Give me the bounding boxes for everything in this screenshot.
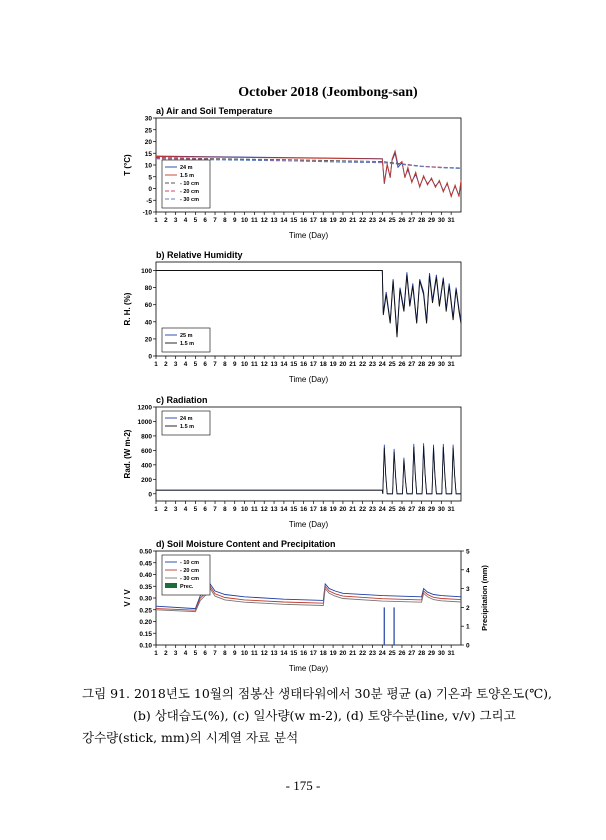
x-tick-label: 7 [213,217,217,224]
x-tick-label: 7 [213,650,217,657]
y-tick-label: 0 [148,186,152,193]
legend-label: - 10 cm [180,560,199,566]
x-tick-label: 30 [437,217,445,224]
caption-line-3: 강수량(stick, mm)의 시계열 자료 분석 [82,730,299,745]
legend-label: - 30 cm [180,197,199,203]
x-tick-label: 16 [300,506,308,513]
x-tick-label: 28 [418,217,426,224]
x-tick-label: 5 [193,650,198,657]
x-tick-label: 11 [251,650,258,657]
x-tick-label: 23 [368,361,376,368]
x-tick-label: 1 [154,650,158,657]
x-tick-label: 8 [223,506,227,513]
x-tick-label: 21 [349,361,357,368]
x-axis-label: Time (Day) [288,664,329,673]
x-tick-label: 29 [427,506,435,513]
y-tick-label: 0.20 [139,619,152,626]
x-tick-label: 13 [270,650,278,657]
x-tick-label: 3 [173,650,178,657]
x-tick-label: 17 [309,650,317,657]
legend-label: - 20 cm [180,568,199,574]
legend-label: 1.5 m [180,341,195,347]
x-tick-label: 14 [280,361,288,368]
x-tick-label: 9 [232,217,237,224]
y-tick-label: 40 [144,319,152,327]
y-tick-label: 1000 [137,418,152,426]
x-tick-label: 13 [270,361,278,368]
x-tick-label: 20 [339,650,347,657]
x-tick-label: 22 [359,217,367,224]
legend-label: - 20 cm [180,189,199,195]
x-tick-label: 25 [388,217,396,224]
y-tick-label: 0.45 [139,560,152,568]
x-tick-label: 17 [309,217,317,224]
y-tick-label: 0.50 [139,548,152,556]
x-axis-label: Time (Day) [288,375,329,384]
y-tick-label: 100 [141,268,152,276]
x-tick-label: 8 [223,361,227,368]
x-tick-label: 15 [290,217,298,224]
x-tick-label: 21 [349,217,357,224]
y2-tick-label: 1 [466,623,470,631]
x-tick-label: 15 [290,361,298,368]
x-tick-label: 28 [418,650,426,657]
x-tick-label: 31 [447,650,455,657]
x-tick-label: 8 [223,217,227,224]
x-tick-label: 1 [154,217,158,224]
legend-box [162,411,210,435]
x-tick-label: 12 [260,361,268,368]
x-tick-label: 9 [232,650,237,657]
x-tick-label: 4 [183,361,188,368]
x-tick-label: 14 [280,217,288,224]
x-tick-label: 21 [349,506,357,513]
x-tick-label: 8 [223,650,227,657]
x-tick-label: 10 [241,506,249,513]
legend-label: 1.5 m [180,424,195,430]
legend-label: 24 m [180,416,193,422]
x-tick-label: 10 [241,650,249,657]
x-tick-label: 3 [173,361,178,368]
chart-panel-4 [123,539,489,673]
x-axis-label: Time (Day) [288,231,329,240]
y-tick-label: 200 [141,476,152,484]
legend-swatch [165,583,177,588]
y-tick-label: -5 [146,197,152,205]
x-tick-label: 25 [388,650,396,657]
y-tick-label: 5 [148,174,152,182]
legend-label: Prec. [180,584,194,590]
y-tick-label: 1200 [137,404,152,412]
y-tick-label: 0 [148,491,152,499]
y-tick-label: 30 [144,115,152,123]
y2-axis-label: Precipitation (mm) [480,565,489,631]
chart-panel-1 [123,106,461,240]
x-tick-label: 26 [398,361,406,368]
x-tick-label: 29 [427,361,435,368]
x-tick-label: 16 [300,361,308,368]
x-tick-label: 19 [329,217,337,224]
x-tick-label: 5 [193,217,198,224]
x-tick-label: 5 [193,361,198,368]
x-tick-label: 13 [270,506,278,513]
x-tick-label: 22 [359,650,367,657]
x-tick-label: 4 [183,217,188,224]
x-tick-label: 11 [251,506,258,513]
x-tick-label: 13 [270,217,278,224]
y-tick-label: 600 [141,447,152,455]
legend-label: 25 m [180,333,193,339]
x-tick-label: 11 [251,361,258,368]
x-tick-label: 4 [183,650,188,657]
y-tick-label: 800 [141,433,152,441]
x-tick-label: 23 [368,650,376,657]
x-tick-label: 30 [437,361,445,368]
y-tick-label: 400 [141,462,152,470]
x-tick-label: 30 [437,506,445,513]
x-tick-label: 26 [398,506,406,513]
x-tick-label: 29 [427,217,435,224]
x-tick-label: 24 [378,217,386,224]
y2-tick-label: 5 [466,548,470,556]
y-tick-label: 0.30 [139,595,152,603]
legend-label: - 30 cm [180,576,199,582]
chart-title: a) Air and Soil Temperature [156,106,273,116]
x-tick-label: 19 [329,361,337,368]
x-tick-label: 14 [280,650,288,657]
legend-label: 1.5 m [180,173,195,179]
x-tick-label: 16 [300,650,308,657]
x-tick-label: 7 [213,506,217,513]
x-tick-label: 18 [319,217,327,224]
y-axis-label: V / V [123,589,132,607]
x-tick-label: 6 [203,650,207,657]
x-tick-label: 3 [173,217,178,224]
x-tick-label: 27 [408,506,416,513]
x-tick-label: 21 [349,650,357,657]
chart-title: b) Relative Humidity [156,250,243,260]
x-tick-label: 12 [260,217,268,224]
y-tick-label: 25 [144,127,152,135]
figure-title: October 2018 (Jeombong-san) [238,85,418,100]
y2-tick-label: 2 [466,604,470,612]
y-tick-label: 20 [144,336,152,344]
x-axis-label: Time (Day) [288,520,329,529]
y-tick-label: 20 [144,139,152,146]
y-axis-label: T (°C) [123,154,132,176]
series-line [156,271,461,335]
y-tick-label: 15 [144,150,152,158]
x-tick-label: 19 [329,650,337,657]
x-tick-label: 2 [164,361,168,368]
x-tick-label: 27 [408,217,416,224]
x-tick-label: 29 [427,650,435,657]
y-tick-label: 0.35 [139,583,152,591]
x-tick-label: 2 [164,217,168,224]
chart-title: c) Radiation [156,395,208,405]
x-tick-label: 27 [408,361,416,368]
chart-title: d) Soil Moisture Content and Precipitation [156,539,336,549]
x-tick-label: 3 [173,506,178,513]
y-tick-label: 0.15 [139,630,152,638]
x-tick-label: 15 [290,650,298,657]
x-tick-label: 7 [213,361,217,368]
figure-caption [82,683,553,749]
x-tick-label: 10 [241,217,249,224]
y-tick-label: 0.25 [139,607,152,615]
x-tick-label: 23 [368,506,376,513]
x-tick-label: 6 [203,506,207,513]
y2-tick-label: 4 [466,567,470,575]
x-tick-label: 18 [319,361,327,368]
legend-box [162,328,210,352]
x-tick-label: 22 [359,506,367,513]
caption-line-1: 그림 91. 2018년도 10월의 점봉산 생태타워에서 30분 평균 (a) 기온과 토양온도(℃), [82,686,553,701]
x-tick-label: 24 [378,506,386,513]
x-tick-label: 2 [164,650,168,657]
x-tick-label: 6 [203,361,207,368]
x-tick-label: 25 [388,361,396,368]
x-tick-label: 17 [309,361,317,368]
y2-tick-label: 0 [466,642,470,650]
x-tick-label: 31 [447,361,455,368]
caption-line-2: (b) 상대습도(%), (c) 일사량(w m-2), (d) 토양수분(line, v/v) 그리고 [133,708,516,723]
x-tick-label: 9 [232,361,237,368]
x-tick-label: 9 [232,506,237,513]
x-tick-label: 15 [290,506,298,513]
x-tick-label: 5 [193,506,198,513]
x-tick-label: 12 [260,506,268,513]
x-tick-label: 23 [368,217,376,224]
y-tick-label: 0 [148,353,152,361]
page-number: - 175 - [285,778,321,793]
y-tick-label: 80 [144,285,152,293]
chart-panel-3 [123,395,461,529]
x-tick-label: 31 [447,217,455,224]
x-tick-label: 20 [339,217,347,224]
y-tick-label: 0.10 [139,642,152,650]
x-tick-label: 22 [359,361,367,368]
x-tick-label: 30 [437,650,445,657]
y-tick-label: 10 [144,162,152,170]
x-tick-label: 12 [260,650,268,657]
x-tick-label: 25 [388,506,396,513]
x-tick-label: 1 [154,361,158,368]
x-tick-label: 10 [241,361,249,368]
series-line [156,446,461,494]
x-tick-label: 26 [398,650,406,657]
x-tick-label: 16 [300,217,308,224]
legend-label: - 10 cm [180,181,199,187]
x-tick-label: 6 [203,217,207,224]
x-tick-label: 14 [280,506,288,513]
x-tick-label: 31 [447,506,455,513]
x-tick-label: 1 [154,506,158,513]
x-tick-label: 24 [378,650,386,657]
x-tick-label: 27 [408,650,416,657]
x-tick-label: 19 [329,506,337,513]
x-tick-label: 2 [164,506,168,513]
chart-panel-2 [123,250,461,384]
x-tick-label: 11 [251,217,258,224]
x-tick-label: 4 [183,506,188,513]
x-tick-label: 20 [339,361,347,368]
y-tick-label: 60 [144,302,152,310]
x-tick-label: 28 [418,506,426,513]
y-tick-label: 0.40 [139,572,152,579]
x-tick-label: 24 [378,361,386,368]
x-tick-label: 20 [339,506,347,513]
y-axis-label: Rad. (W m-2) [123,429,132,479]
x-tick-label: 18 [319,506,327,513]
y2-tick-label: 3 [466,586,470,594]
x-tick-label: 17 [309,506,317,513]
x-tick-label: 18 [319,650,327,657]
y-tick-label: -10 [142,209,152,217]
legend-label: 24 m [180,165,193,171]
x-tick-label: 26 [398,217,406,224]
y-axis-label: R. H. (%) [123,292,132,326]
x-tick-label: 28 [418,361,426,368]
